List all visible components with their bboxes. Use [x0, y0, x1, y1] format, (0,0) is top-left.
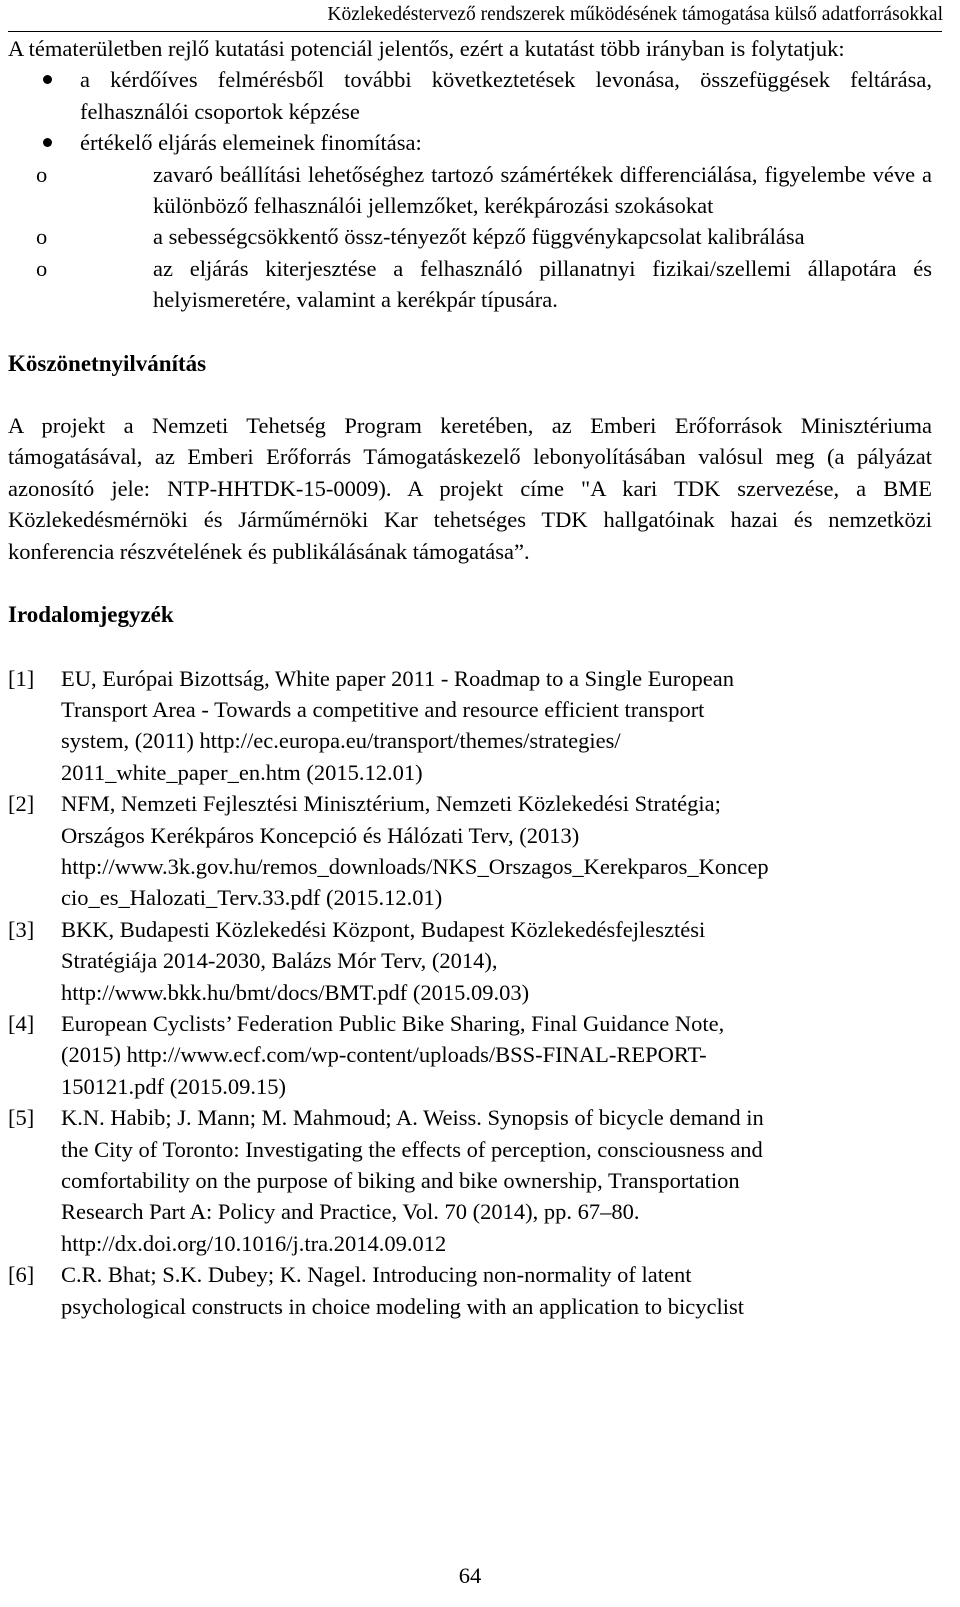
bullet-item — [8, 127, 932, 315]
reference-item — [8, 663, 932, 789]
reference-number: [3] — [8, 916, 35, 942]
reference-line: cio_es_Halozati_Terv.33.pdf (2015.12.01) — [61, 885, 443, 911]
reference-line: EU, Európai Bizottság, White paper 2011 - Roadmap to a Single European — [61, 665, 734, 691]
reference-line: the City of Toronto: Investigating the effects of perception, consciousness and — [61, 1136, 763, 1162]
bullet-icon — [43, 75, 52, 84]
reference-line: http://www.3k.gov.hu/remos_downloads/NKS_Orszagos_Kerekparos_Koncep — [61, 853, 769, 879]
sub-item — [8, 253, 932, 316]
reference-line: system, (2011) http://ec.europa.eu/transport/themes/strategies/ — [61, 728, 621, 754]
reference-line: psychological constructs in choice modeling with an application to bicyclist — [61, 1293, 744, 1319]
reference-item — [8, 788, 932, 914]
page-number: 64 — [458, 1563, 482, 1588]
sub-item — [8, 221, 932, 252]
references-heading: Irodalomjegyzék — [8, 602, 174, 628]
reference-line: comfortability on the purpose of biking and bike ownership, Transportation — [61, 1168, 740, 1193]
reference-line: http://dx.doi.org/10.1016/j.tra.2014.09.012 — [61, 1230, 447, 1256]
sub-list — [36, 159, 932, 316]
reference-item — [8, 1259, 932, 1322]
sub-item-text: az eljárás kiterjesztése a felhasználó pillanatnyi fizikai/szellemi állapotára és helyismeretére, valamint a kerékpár típusára. — [153, 255, 932, 313]
reference-line: Országos Kerékpáros Koncepció és Hálózati Terv, (2013) — [61, 822, 580, 848]
reference-number: [6] — [8, 1262, 35, 1288]
bullet-text: a kérdőíves felmérésből további következtetések levonása, összefüggések feltárása, felhasználói csoportok képzése — [80, 67, 932, 124]
reference-number: [5] — [8, 1105, 35, 1131]
intro-paragraph: A tématerületben rejlő kutatási potenciál jelentős, ezért a kutatást több irányban is folytatjuk: — [8, 36, 845, 61]
reference-item — [8, 1102, 932, 1259]
bullet-text: értékelő eljárás elemeinek finomítása: — [80, 130, 422, 156]
reference-line: BKK, Budapesti Közlekedési Központ, Budapest Közlekedésfejlesztési — [61, 916, 706, 942]
reference-number: [1] — [8, 665, 35, 691]
bullet-item — [8, 64, 932, 127]
acknowledgement-paragraph: A projekt a Nemzeti Tehetség Program keretében, az Emberi Erőforrások Minisztériuma támogatásával, az Emberi Erőforrás Támogatáskezelő lebonyolításában valósul meg (a pályázat azonosító jele: NTP-HHTDK-15-0009). A projekt címe "A kari TDK szervezése, a BME Közlekedésmérnöki és Járműmérnöki Kar tehetséges TDK hallgatóinak hazai és nemzetközi konferencia részvételének és publikálásának támogatása”. — [8, 413, 932, 564]
page-body — [8, 33, 932, 1322]
sub-item — [8, 159, 932, 222]
acknowledgement-heading: Köszönetnyilvánítás — [8, 350, 207, 376]
sub-item-text: a sebességcsökkentő össz-tényezőt képző függvénykapcsolat kalibrálása — [153, 224, 805, 250]
reference-line: C.R. Bhat; S.K. Dubey; K. Nagel. Introducing non-normality of latent — [61, 1262, 692, 1288]
sub-bullet-marker: o — [36, 224, 48, 250]
reference-line: Transport Area - Towards a competitive and resource efficient transport — [61, 696, 705, 722]
reference-number: [4] — [8, 1010, 35, 1036]
running-header: Közlekedéstervező rendszerek működésének támogatása külső adatforrásokkal — [327, 4, 943, 25]
reference-number: [2] — [8, 791, 35, 817]
research-directions-list — [8, 64, 932, 315]
reference-line: K.N. Habib; J. Mann; M. Mahmoud; A. Weiss. Synopsis of bicycle demand in — [61, 1105, 764, 1131]
reference-line: http://www.bkk.hu/bmt/docs/BMT.pdf (2015.09.03) — [61, 979, 530, 1005]
reference-line: European Cyclists’ Federation Public Bike Sharing, Final Guidance Note, — [61, 1010, 725, 1036]
bullet-icon — [43, 138, 52, 147]
reference-line: Stratégiája 2014-2030, Balázs Mór Terv, (2014), — [61, 948, 498, 974]
header-rule — [8, 31, 942, 32]
reference-line: NFM, Nemzeti Fejlesztési Minisztérium, Nemzeti Közlekedési Stratégia; — [61, 791, 721, 817]
reference-item — [8, 914, 932, 1008]
references-list — [8, 663, 932, 1323]
sub-bullet-marker: o — [36, 255, 48, 281]
reference-item — [8, 1008, 932, 1102]
reference-line: Research Part A: Policy and Practice, Vol. 70 (2014), pp. 67–80. — [61, 1199, 640, 1225]
reference-line: (2015) http://www.ecf.com/wp-content/uploads/BSS-FINAL-REPORT- — [61, 1042, 707, 1068]
reference-line: 2011_white_paper_en.htm (2015.12.01) — [61, 759, 423, 785]
reference-line: 150121.pdf (2015.09.15) — [61, 1073, 286, 1099]
sub-item-text: zavaró beállítási lehetőséghez tartozó számértékek differenciálása, figyelembe véve a különböző felhasználói jellemzőket, kerékpározási szokásokat — [153, 161, 932, 219]
sub-bullet-marker: o — [36, 161, 48, 187]
